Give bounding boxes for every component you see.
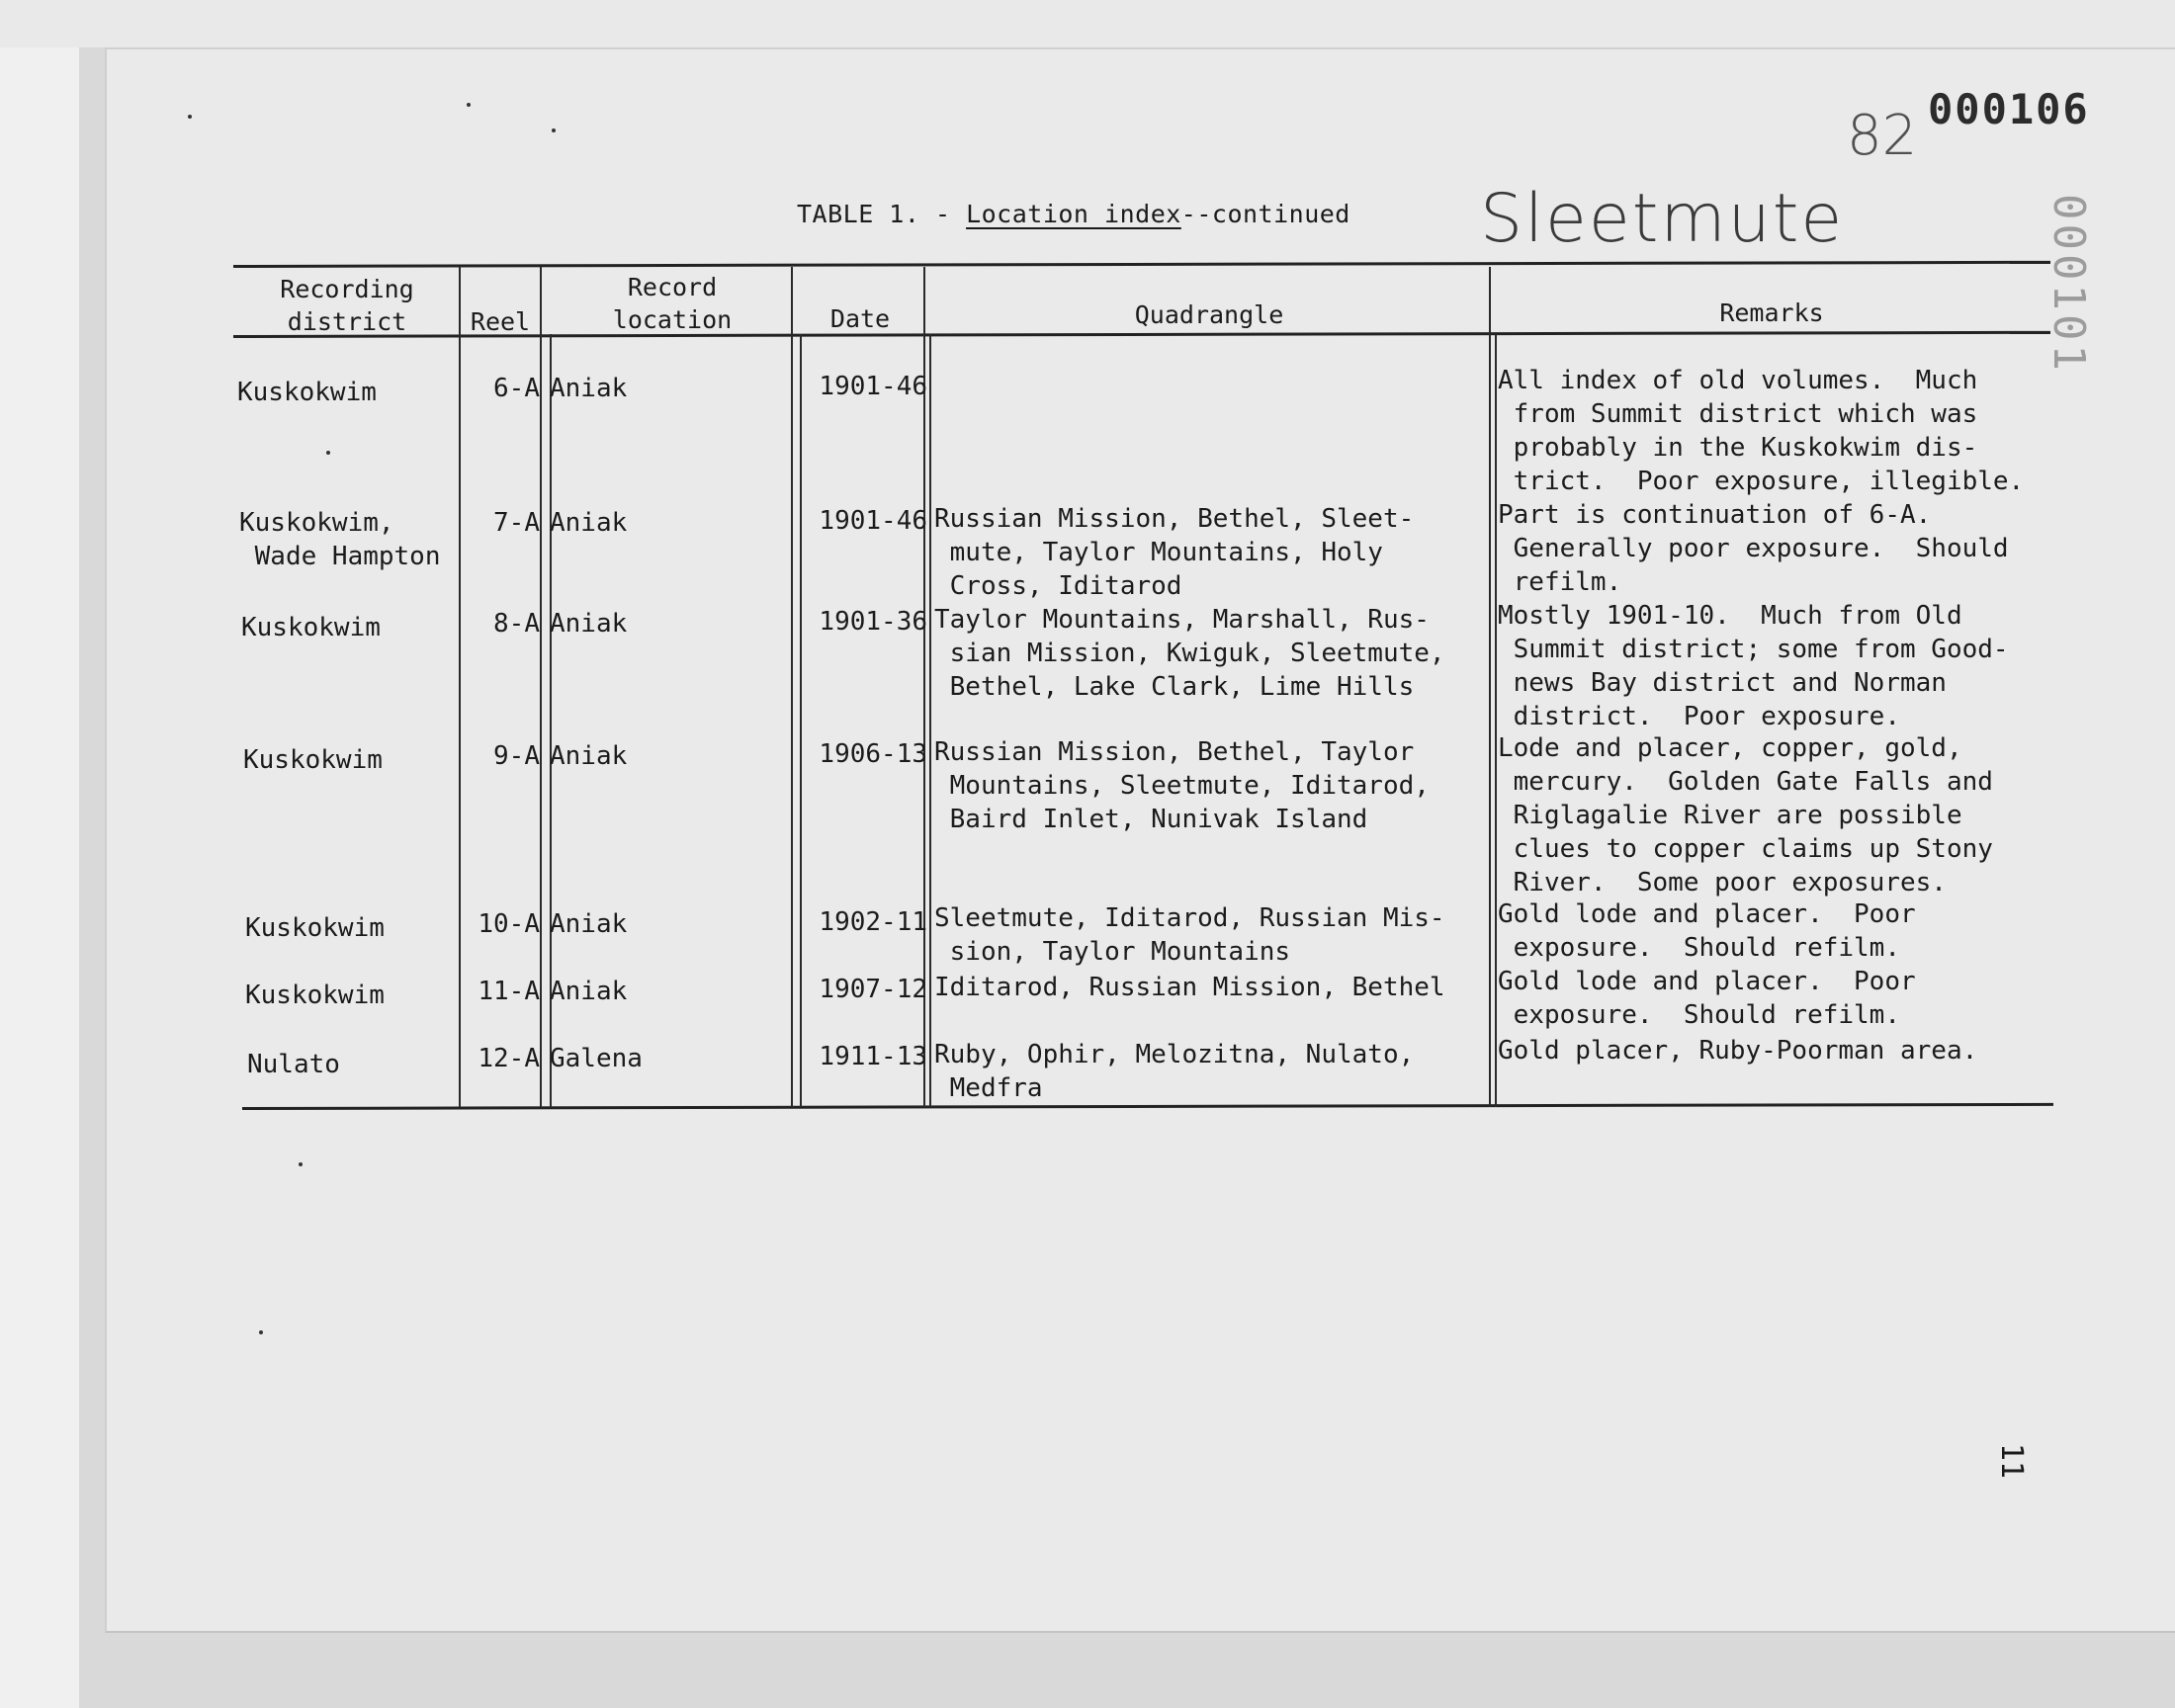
cell-district: Nulato bbox=[247, 1050, 340, 1079]
cell-reel: 12-A bbox=[478, 1044, 540, 1073]
handwritten-circled-number: 82 bbox=[1847, 104, 1918, 168]
cell-remarks: Mostly 1901-10. Much from Old Summit district; some from Good- news Bay district and Norman district. Poor exposure. bbox=[1498, 601, 2009, 731]
top-band bbox=[0, 0, 2175, 47]
cell-location: Aniak bbox=[550, 508, 628, 538]
cell-date: 1901-36 bbox=[819, 607, 927, 637]
cell-reel: 6-A bbox=[493, 374, 540, 403]
table-title-main: Location index bbox=[966, 200, 1181, 228]
cell-district: Kuskokwim bbox=[245, 981, 385, 1010]
cell-date: 1911-13 bbox=[819, 1042, 927, 1071]
cell-remarks: Gold lode and placer. Poor exposure. Should refilm. bbox=[1498, 899, 1916, 963]
cell-reel: 11-A bbox=[478, 977, 540, 1006]
cell-reel: 7-A bbox=[493, 508, 540, 538]
header-date: Date bbox=[829, 304, 891, 333]
cell-quadrangle: Iditarod, Russian Mission, Bethel bbox=[934, 973, 1445, 1002]
scan-mark bbox=[188, 115, 192, 119]
cell-location: Aniak bbox=[550, 909, 628, 939]
cell-remarks: Gold placer, Ruby-Poorman area. bbox=[1498, 1036, 1978, 1066]
cell-date: 1906-13 bbox=[819, 739, 927, 769]
header-quadrangle: Quadrangle bbox=[1134, 300, 1284, 329]
scan-mark bbox=[326, 451, 330, 455]
table-title-suffix: --continued bbox=[1180, 200, 1350, 228]
header-remarks: Remarks bbox=[1719, 299, 1824, 327]
cell-quadrangle: Sleetmute, Iditarod, Russian Mis- sion, Taylor Mountains bbox=[934, 903, 1445, 967]
scan-mark bbox=[259, 1330, 263, 1334]
cell-quadrangle: Ruby, Ophir, Melozitna, Nulato, Medfra bbox=[934, 1040, 1415, 1103]
cell-remarks: Part is continuation of 6-A. Generally poor exposure. Should refilm. bbox=[1498, 500, 2009, 597]
column-divider bbox=[540, 267, 542, 1107]
cell-reel: 10-A bbox=[478, 909, 540, 939]
cell-quadrangle: Russian Mission, Bethel, Sleet- mute, Taylor Mountains, Holy Cross, Iditarod bbox=[934, 504, 1415, 601]
cell-district: Kuskokwim, Wade Hampton bbox=[239, 508, 441, 571]
handwritten-note: Sleetmute bbox=[1480, 180, 1845, 258]
cell-date: 1901-46 bbox=[819, 506, 927, 536]
scan-mark bbox=[552, 128, 556, 132]
header-reel: Reel bbox=[470, 307, 531, 336]
table-title-prefix: TABLE 1. - bbox=[797, 200, 967, 228]
cell-location: Aniak bbox=[550, 741, 628, 771]
cell-district: Kuskokwim bbox=[237, 378, 377, 407]
cell-remarks: All index of old volumes. Much from Summit district which was probably in the Kuskokwim dis- trict. Poor exposure, illegible. bbox=[1498, 366, 2025, 496]
cell-quadrangle: Taylor Mountains, Marshall, Rus- sian Mission, Kwiguk, Sleetmute, Bethel, Lake Clark, Lime Hills bbox=[934, 605, 1445, 702]
cell-date: 1902-11 bbox=[819, 907, 927, 937]
column-divider bbox=[1489, 267, 1491, 1107]
cell-location: Aniak bbox=[550, 609, 628, 639]
cell-remarks: Gold lode and placer. Poor exposure. Should refilm. bbox=[1498, 967, 1916, 1030]
column-divider bbox=[1495, 334, 1497, 1107]
page-number: 11 bbox=[1994, 1443, 2029, 1480]
cell-quadrangle: Russian Mission, Bethel, Taylor Mountains, Sleetmute, Iditarod, Baird Inlet, Nunivak Island bbox=[934, 737, 1430, 834]
cell-reel: 9-A bbox=[493, 741, 540, 771]
cell-district: Kuskokwim bbox=[245, 913, 385, 943]
cell-date: 1907-12 bbox=[819, 975, 927, 1004]
cell-district: Kuskokwim bbox=[241, 613, 381, 642]
cell-district: Kuskokwim bbox=[243, 745, 383, 775]
left-margin bbox=[0, 0, 79, 1708]
table-title bbox=[797, 200, 1350, 228]
cell-remarks: Lode and placer, copper, gold, mercury. Golden Gate Falls and Riglagalie River are possible clues to copper claims up Stony River. Some poor exposures. bbox=[1498, 733, 1993, 897]
header-record-location: Record location bbox=[612, 273, 733, 334]
cell-location: Aniak bbox=[550, 977, 628, 1006]
cell-location: Aniak bbox=[550, 374, 628, 403]
scan-mark bbox=[467, 103, 471, 107]
scan-mark bbox=[299, 1162, 303, 1166]
column-divider bbox=[929, 334, 931, 1107]
cell-date: 1901-46 bbox=[819, 372, 927, 401]
cell-location: Galena bbox=[550, 1044, 643, 1073]
cell-reel: 8-A bbox=[493, 609, 540, 639]
side-stamp-number: 000101 bbox=[2044, 194, 2094, 375]
header-recording-district: Recording district bbox=[280, 275, 414, 336]
archive-stamp-number: 000106 bbox=[1928, 85, 2090, 133]
